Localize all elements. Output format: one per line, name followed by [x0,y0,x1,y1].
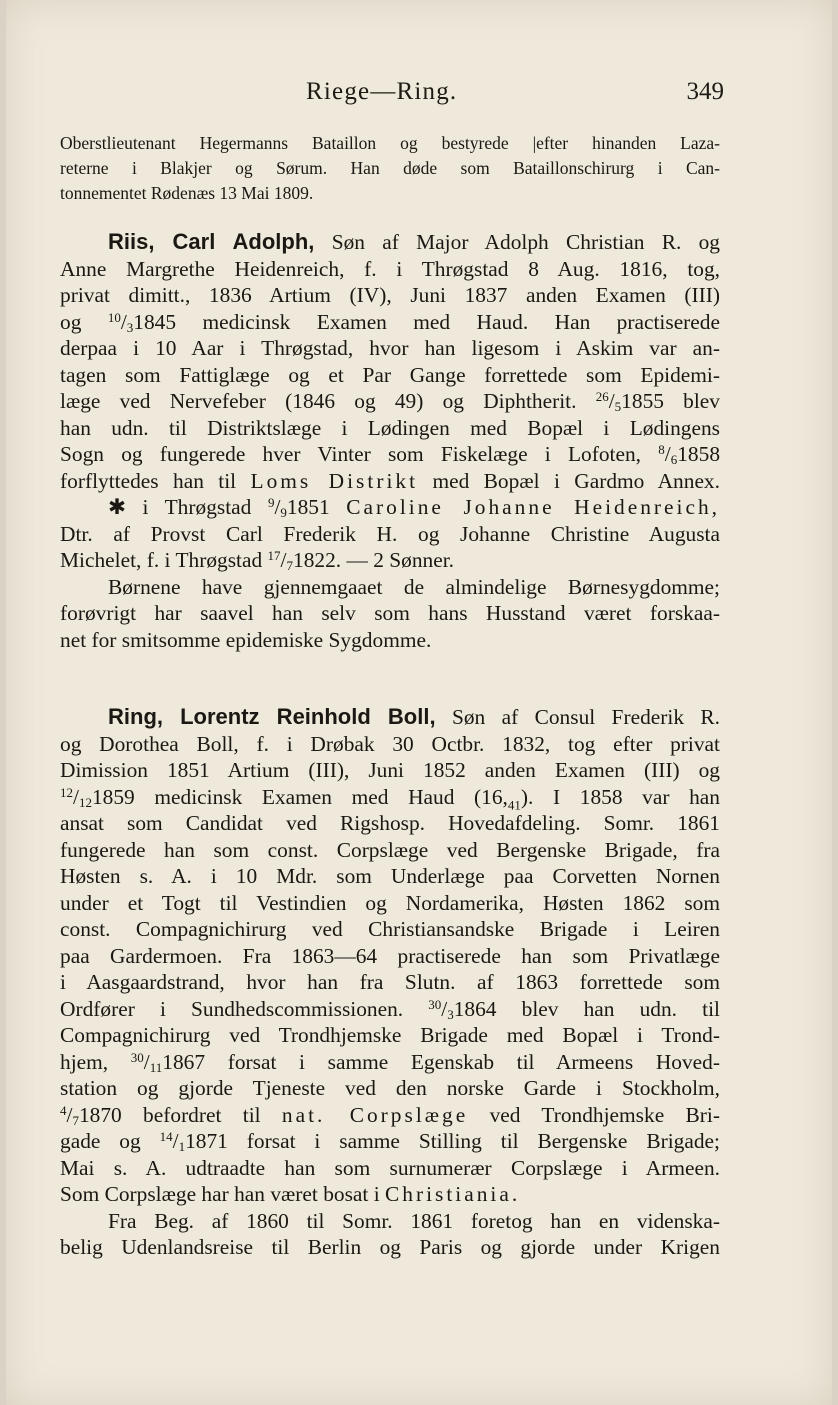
date-fraction: $^{17}/_7$ [267,548,293,573]
entry-riis [60,229,720,653]
text-line: Børnene have gjennemgaaet de almindelige Børnesygdomme; [108,574,720,599]
text-line: Høsten s. A. i 10 Mdr. som Underlæge paa Corvetten Nornen [60,864,720,888]
text-line: han udn. til Distriktslæge i Lødingen med Bopæl i Lødingens [60,415,720,440]
text-line: Sogn og fungerede hver Vinter som Fiskelæge i Lofoten, $^8/_61858$ [60,442,721,467]
text-line: ansat som Candidat ved Rigshosp. Hovedafdeling. Somr. 1861 [60,811,720,835]
text-line: hjem, $^{30}/_{11}1867$ forsat i samme Egenskab til Armeens Hoved- [60,1049,720,1075]
text-line: Anne Margrethe Heidenreich, f. i Thrøgstad 8 Aug. 1816, tog, [60,256,720,281]
text-line: Dtr. af Provst Carl Frederik H. og Johanne Christine Augusta [60,521,720,546]
text-line: Ordfører i Sundhedscommissionen. $^{30}/_31864$ blev han udn. til [60,996,720,1022]
text-line: belig Udenlandsreise til Berlin og Paris og gjorde under Krigen [60,1235,720,1259]
text-line: Dimission 1851 Artium (III), Juni 1852 anden Examen (III) og [60,758,720,782]
date-fraction: $^8/_6$ [658,442,678,467]
text-line: $^4/_71870$ befordret til nat. Corpslæge ved Trondhjemske Bri- [60,1102,720,1128]
text-line: Mai s. A. udtraadte han som surnumerær Corpslæge i Armeen. [60,1155,720,1180]
date-fraction: $^{30}/_3$ [428,996,454,1022]
date-fraction: $^{14}/_1$ [159,1129,186,1154]
text-line: gade og $^{14}/_11871$ forsat i samme Stilling til Bergenske Brigade; [60,1129,720,1154]
text-line: forøvrigt har saavel han selv som hans Husstand været forskaa- [60,601,720,625]
running-title: Riege—Ring. [306,78,458,105]
text-line: læge ved Nervefeber (1846 og 49) og Diphtherit. $^{26}/_51855$ blev [60,389,721,414]
book-page [6,0,832,1405]
text-line: ✱ i Thrøgstad $^9/_91851$ Caroline Johanne Heidenreich, [108,495,720,520]
text-line: station og gjorde Tjeneste ved den norske Garde i Stockholm, [60,1076,720,1100]
date-fraction: $^{26}/_5$ [595,389,622,414]
text-line: net for smitsomme epidemiske Sygdomme. [60,627,432,652]
text-line: Riis, Carl Adolph, Søn af Major Adolph Christian R. og [108,229,720,254]
text-line: tagen som Fattiglæge og et Par Gange forrettede som Epidemi- [60,362,720,387]
text-line: og Dorothea Boll, f. i Drøbak 30 Octbr. 1832, tog efter privat [60,731,720,756]
continuation-paragraph [60,131,720,206]
date-fraction: $^{10}/_3$ [107,309,134,335]
entry-name: Riis, Carl Adolph, [108,229,315,254]
text-line: $^{12}/_{12}1859$ medicinsk Examen med Haud $(16,_{41})$. I 1858 var han [60,784,720,812]
date-fraction: $^{30}/_{11}$ [130,1049,163,1075]
running-header [6,78,832,110]
spaced-emphasis: Christiania. [385,1182,521,1206]
text-line: Oberstlieutenant Hegermanns Bataillon og bestyrede |efter hinanden Laza- [60,133,720,153]
text-line: og $^{10}/_31845$ medicinsk Examen med Haud. Han practiserede [60,309,720,335]
text-line: paa Gardermoen. Fra 1863—64 practiserede han som Privatlæge [60,943,720,968]
spaced-emphasis: Loms Distrikt [250,468,419,493]
entry-ring [60,704,720,1261]
text-line: derpaa i 10 Aar i Thrøgstad, hvor han ligesom i Askim var an- [60,336,720,360]
text-line: Compagnichirurg ved Trondhjemske Brigade med Bopæl i Trond- [60,1023,720,1047]
text-line: i Aasgaardstrand, hvor han fra Slutn. af 1863 forrettede som [60,970,720,994]
spaced-emphasis: nat. Corpslæge [281,1102,469,1127]
text-line: under et Togt til Vestindien og Nordamerika, Høsten 1862 som [60,890,720,915]
text-line: const. Compagnichirurg ved Christiansandske Brigade i Leiren [60,917,720,941]
text-line: Fra Beg. af 1860 til Somr. 1861 foretog han en videnska- [108,1208,720,1233]
text-line: tonnementet Rødenæs 13 Mai 1809. [60,183,314,203]
text-line: forflyttedes han til Loms Distrikt med Bopæl i Gardmo Annex. [60,468,720,493]
date-fraction: $^{12}/_{12}$ [60,784,92,810]
date-fraction: $^9/_9$ [267,495,287,520]
text-line: Michelet, f. i Thrøgstad $^{17}/_71822$. — 2 Sønner. [60,548,455,573]
text-line: fungerede han som const. Corpslæge ved Bergenske Brigade, fra [60,837,720,862]
text-line: privat dimitt., 1836 Artium (IV), Juni 1837 anden Examen (III) [60,283,720,307]
spaced-emphasis: Caroline Johanne Heidenreich, [346,495,720,519]
text-line: reterne i Blakjer og Sørum. Han døde som Bataillonschirurg i Can- [60,158,720,178]
date-fraction: $^4/_7$ [60,1102,79,1128]
text-line: Som Corpslæge har han været bosat i Christiania. [60,1182,521,1206]
entry-name: Ring, Lorentz Reinhold Boll, [108,704,436,729]
page-number: 349 [686,78,724,105]
text-line: Ring, Lorentz Reinhold Boll, Søn af Consul Frederik R. [108,704,721,729]
